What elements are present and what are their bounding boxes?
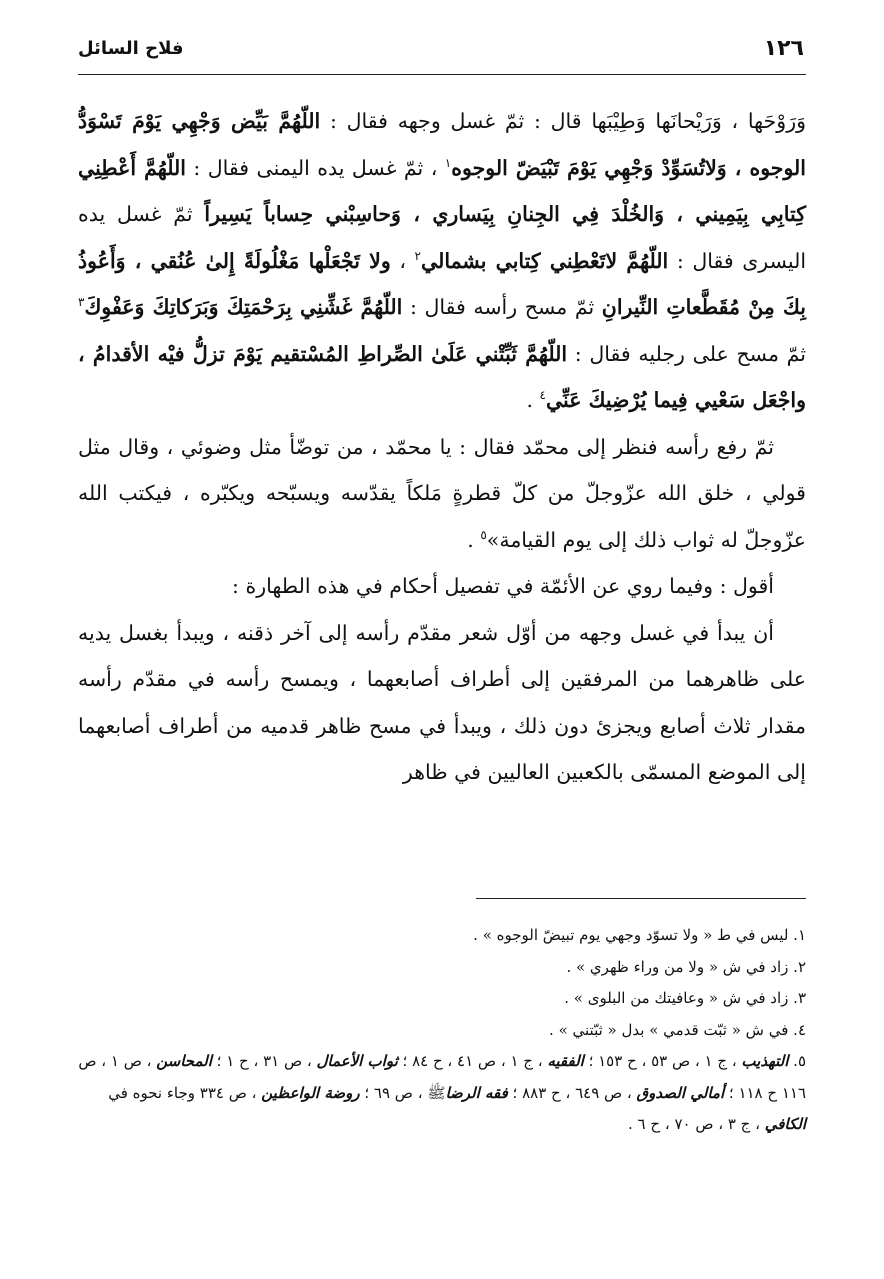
citation-text: ، ص ٦٤٩ ، ح ٨٨٣ ؛ — [507, 1083, 637, 1102]
text-run: ، — [390, 248, 415, 273]
source-title: روضة الواعظين — [261, 1083, 360, 1102]
main-text — [78, 98, 806, 796]
citation-text: ، ص ٣١ ، ح ١ ؛ — [211, 1052, 317, 1070]
text-run: ثمّ غسل يده اليسرى فقال : — [78, 202, 807, 273]
citation-text: ، ج ١ ، ص ٥٣ ، ح ١٥٣ ؛ — [583, 1052, 742, 1070]
paragraph-4: أن يبدأ في غسل وجهه من أوّل شعر مقدّم رأسه إلى آخر ذقنه ، ويبدأ بغسل يديه على ظاهرهما من المرفقين إلى أطراف أصابعهما ، ويمسح رأسه في مقدّم رأسه مقدار ثلاث أصابع ويجزئ دون ذلك ، ويبدأ في مسح ظاهر قدميه من أطراف أصابعهما إلى الموضع المسمّى بالكعبين العاليين في ظاهر — [78, 620, 806, 784]
supplication-text: اللّهُمَّ بَيِّض وَجْهِي يَوْمَ تَسْوَدُّ الوجوه ، وَلاتُسَوِّدْ وَجْهِي يَوْمَ تَبْيَضّ الوجوه — [78, 109, 806, 180]
footnote-1: ١. ليس في ط « ولا تسوّد وجهي يوم تبيضّ الوجوه » . — [473, 926, 806, 944]
footnote-2: ٢. زاد في ش « ولا من وراء ظهري » . — [566, 957, 806, 976]
source-title: أمالي الصدوق — [636, 1083, 725, 1102]
supplication-text: اللّهُمَّ غَشِّنِي بِرَحْمَتِكَ وَبَرَكاتِكَ وَعَفْوِكَ — [84, 295, 403, 319]
page-number: ١٢٦ — [763, 36, 804, 61]
page-header — [78, 34, 806, 75]
footnote-ref: ٥ — [480, 527, 487, 542]
citation-text: ، ج ٣ ، ص ٧٠ ، ح ٦ . — [628, 1115, 765, 1133]
text-run: ، ثمّ غسل يده اليمنى فقال : — [185, 155, 445, 180]
source-title: التهذيب — [741, 1052, 789, 1070]
source-title: ثواب الأعمال — [316, 1052, 398, 1070]
source-title: الكافي — [764, 1115, 806, 1133]
supplication-text: اللّهُمَّ أَعْطِنِي كِتابِي بِيَمِيني ، وَالخُلْدَ فِي الجِنانِ بِيَساري ، وَحاسِبْني حِساباً يَسِيراً — [78, 155, 806, 226]
citation-text: ، ص ٣٣٤ وجاء نحوه في — [108, 1083, 262, 1102]
text-run: . — [467, 527, 481, 552]
paragraph-2 — [78, 424, 806, 564]
source-title: الفقيه — [547, 1052, 584, 1070]
text-run: ثمّ مسح على رجليه فقال : — [567, 341, 806, 366]
text-run: . — [526, 388, 540, 412]
citation-text: ، ص ١ ، ص ١١٦ ح ١١٨ ؛ — [78, 1052, 806, 1102]
text-run: ثمّ رفع رأسه فنظر إلى محمّد فقال : يا محمّد ، من توضّأ مثل وضوئي ، وقال مثل قولي ، خلق الله عزّوجلّ من كلّ قطرةٍ مَلكاً يقدّسه ويسبّحه ويكبّره ، فيكتب الله عزّوجلّ له ثواب ذلك إلى يوم القيامة» — [78, 434, 806, 552]
honorific-ligature: ﷺ — [427, 1083, 446, 1102]
citation-text: ، ص ٦٩ ؛ — [359, 1083, 428, 1102]
source-title: المحاسن — [156, 1052, 212, 1070]
footnotes — [78, 920, 806, 1141]
supplication-text: اللّهُمَّ لاتَعْطِني كِتابي بشمالي — [421, 248, 669, 273]
footnote-ref: ٣ — [78, 295, 85, 310]
footnote-separator — [476, 898, 806, 899]
footnote-ref: ٤ — [539, 388, 546, 403]
paragraph-3: أقول : وفيما روي عن الأئمّة في تفصيل أحكام في هذه الطهارة : — [232, 574, 774, 598]
footnote-5 — [78, 1046, 806, 1141]
footnote-4: ٤. في ش « ثبّت قدمي » بدل « ثبّتني » . — [549, 1020, 806, 1039]
paragraph-1 — [78, 98, 806, 424]
citation-text: ، ج ١ ، ص ٤١ ، ح ٨٤ ؛ — [397, 1052, 548, 1070]
text-run: ثمّ مسح رأسه فقال : — [402, 295, 602, 319]
running-title: فلاح السائل — [78, 38, 184, 59]
supplication-text: اللّهُمَّ ثَبِّتْني عَلَىٰ الصِّراطِ المُسْتقيم يَوْمَ تزلُّ فيْه الأقدامُ ، واجْعَل سَعْيي فِيما يُرْضِيكَ عَنِّي — [78, 341, 806, 412]
supplication-text: ولا تَجْعَلْها مَغْلُولَةً إِلىٰ عُنُقي ، وَأَعُوذُ بِكَ مِنْ مُقَطَّعاتِ النِّيرانِ — [78, 248, 806, 319]
footnote-number: ٥. — [788, 1052, 806, 1070]
footnote-ref: ٢ — [414, 248, 421, 263]
text-run: وَرَوْحَها ، وَرَيْحانَها وَطِيْبَها قال : ثمّ غسل وجهه فقال : — [320, 109, 806, 133]
footnote-ref: ١ — [444, 155, 452, 170]
footnote-3: ٣. زاد في ش « وعافيتك من البلوى » . — [564, 989, 806, 1007]
source-title: فقه الرضا — [445, 1083, 508, 1102]
